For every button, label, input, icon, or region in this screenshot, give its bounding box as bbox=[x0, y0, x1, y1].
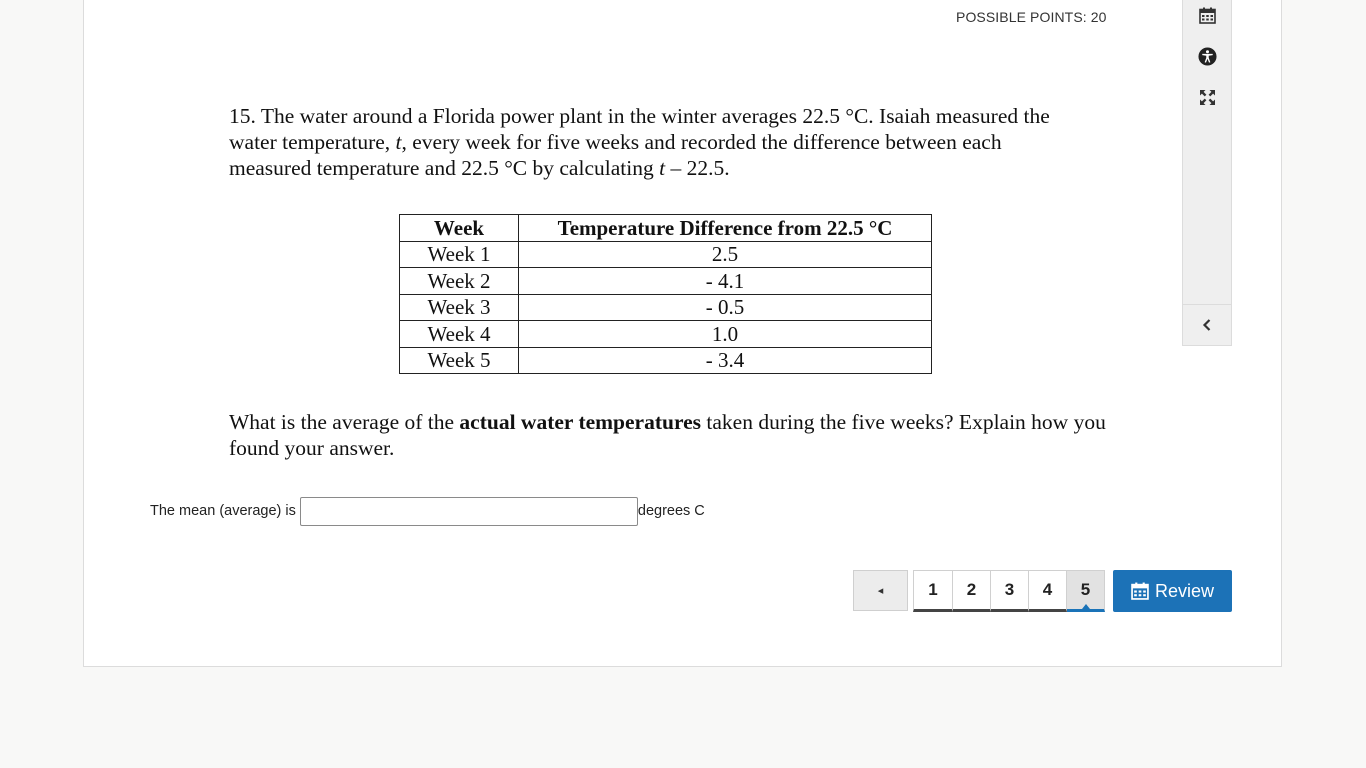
difference-cell: - 3.4 bbox=[519, 347, 932, 374]
chevron-left-icon[interactable] bbox=[1183, 306, 1231, 344]
difference-cell: - 0.5 bbox=[519, 294, 932, 321]
week-cell: Week 2 bbox=[400, 268, 519, 295]
answer-row bbox=[150, 496, 705, 526]
week-cell: Week 1 bbox=[400, 241, 519, 268]
difference-cell: - 4.1 bbox=[519, 268, 932, 295]
review-button[interactable] bbox=[1113, 570, 1232, 612]
accessibility-icon[interactable] bbox=[1183, 38, 1231, 74]
page-button-2[interactable]: 2 bbox=[953, 570, 991, 612]
previous-page-button[interactable] bbox=[853, 570, 908, 611]
tool-sidebar bbox=[1182, 0, 1232, 346]
question-text: 15. The water around a Florida power plant in the winter averages 22.5 °C. Isaiah measured the water temperature, t, every week for five weeks and recorded the difference between each measured temperature and 22.5 °C by calculating t – 22.5. bbox=[229, 104, 1050, 180]
page-button-1[interactable]: 1 bbox=[913, 570, 953, 612]
review-label: Review bbox=[1154, 580, 1215, 601]
table-row bbox=[400, 321, 932, 348]
page-button-4[interactable]: 4 bbox=[1029, 570, 1067, 612]
question-prompt: What is the average of the actual water temperatures taken during the five weeks? Explain how you found your answer. bbox=[229, 410, 1106, 460]
difference-cell: 1.0 bbox=[519, 321, 932, 348]
page-button-5[interactable]: 5 bbox=[1067, 570, 1105, 612]
toolbar-divider bbox=[1183, 304, 1231, 305]
table-row bbox=[400, 241, 932, 268]
calendar-icon[interactable] bbox=[1183, 0, 1231, 33]
mean-answer-input[interactable] bbox=[300, 497, 638, 526]
difference-cell: 2.5 bbox=[519, 241, 932, 268]
column-header-week: Week bbox=[400, 215, 519, 242]
table-row bbox=[400, 294, 932, 321]
page-navigation bbox=[913, 570, 1105, 612]
answer-suffix-label: degrees C bbox=[637, 503, 705, 519]
page-button-3[interactable]: 3 bbox=[991, 570, 1029, 612]
week-cell: Week 4 bbox=[400, 321, 519, 348]
caret-left-icon: ◂ bbox=[877, 585, 884, 597]
column-header-difference: Temperature Difference from 22.5 °C bbox=[519, 215, 932, 242]
expand-icon[interactable] bbox=[1183, 79, 1231, 115]
answer-prefix-label: The mean (average) is bbox=[150, 503, 296, 519]
table-row bbox=[400, 268, 932, 295]
calendar-icon bbox=[1131, 582, 1149, 600]
week-cell: Week 5 bbox=[400, 347, 519, 374]
possible-points-label: POSSIBLE POINTS: 20 bbox=[956, 9, 1107, 25]
table-header-row bbox=[400, 215, 932, 242]
temperature-table bbox=[399, 214, 932, 374]
week-cell: Week 3 bbox=[400, 294, 519, 321]
table-row bbox=[400, 347, 932, 374]
